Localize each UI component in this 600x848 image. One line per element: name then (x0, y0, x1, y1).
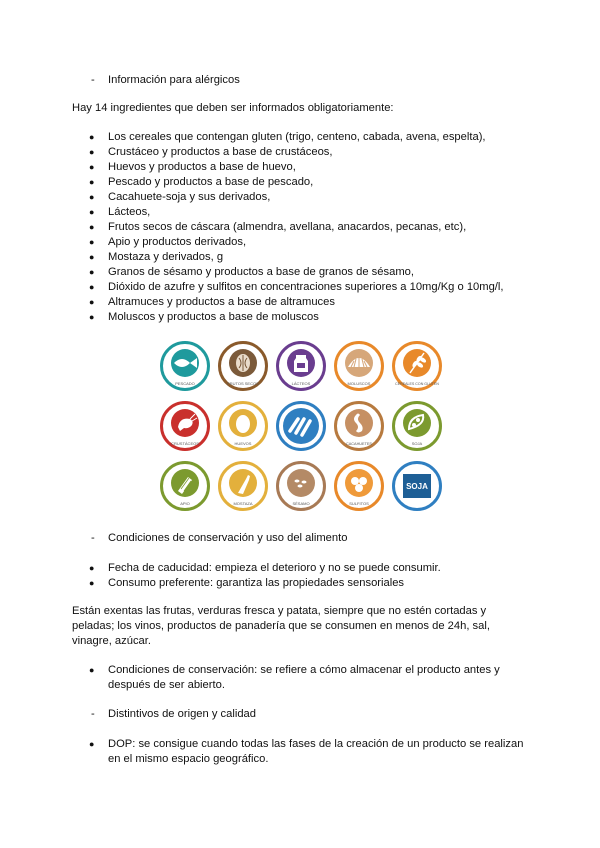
bullet: ● (89, 132, 95, 142)
bullet: ● (89, 147, 95, 157)
egg-icon (218, 401, 268, 451)
list-item: DOP: se consigue cuando todas las fases de la creación de un producto se realizan (108, 738, 524, 750)
dairy-icon (276, 341, 326, 391)
paragraph-line: vinagre, azúcar. (72, 635, 151, 647)
icon-label: CACAHUETES (346, 442, 372, 446)
paragraph-line: peladas; los vinos, productos de panadería que se consumen en menos de 24h, sal, (72, 620, 490, 632)
icon-label: APIO (180, 501, 190, 506)
bullet: ● (89, 312, 95, 322)
shellfish-icon (334, 341, 384, 391)
crustacean-icon (160, 401, 210, 451)
list-item: Mostaza y derivados, g (108, 251, 224, 263)
sulphites-icon (334, 461, 384, 511)
bullet: ● (89, 578, 95, 588)
icon-label: SULFITOS (349, 501, 369, 506)
section-marker: - (91, 708, 95, 720)
list-item: Moluscos y productos a base de moluscos (108, 311, 319, 323)
bullet: ● (89, 739, 95, 749)
bullet: ● (89, 563, 95, 573)
icon-label: SÉSAMO (292, 501, 310, 506)
list-item: Condiciones de conservación: se refiere a cómo almacenar el producto antes y (108, 664, 500, 676)
section-title-allergens: Información para alérgicos (108, 74, 240, 86)
intro-text: Hay 14 ingredientes que deben ser informados obligatoriamente: (72, 102, 394, 114)
allergen-icon-grid (155, 337, 445, 517)
bullet: ● (89, 162, 95, 172)
nuts-icon (218, 341, 268, 391)
bullet: ● (89, 665, 95, 675)
bullet: ● (89, 267, 95, 277)
list-item: Pescado y productos a base de pescado, (108, 176, 314, 188)
icon-label: CRUSTÁCEOS (171, 441, 199, 446)
list-item: Lácteos, (108, 206, 151, 218)
bullet: ● (89, 177, 95, 187)
bullet: ● (89, 222, 95, 232)
list-item: Cacahuete-soja y sus derivados, (108, 191, 271, 203)
peanut-icon (334, 401, 384, 451)
bullet: ● (89, 192, 95, 202)
section-marker: - (91, 532, 95, 544)
icon-label: LÁCTEOS (291, 381, 311, 386)
list-item: Fecha de caducidad: empieza el deterioro y no se puede consumir. (108, 562, 441, 574)
list-item: Dióxido de azufre y sulfitos en concentraciones superiores a 10mg/Kg o 10mg/l, (108, 281, 504, 293)
bullet: ● (89, 297, 95, 307)
icon-label: FRUTOS SECOS (227, 381, 259, 386)
icon-label: MOLUSCOS (347, 381, 371, 386)
bullet: ● (89, 252, 95, 262)
list-item: Frutos secos de cáscara (almendra, avellana, anacardos, pecanas, etc), (108, 221, 467, 233)
icon-label: HUEVOS (234, 441, 252, 446)
icon-label: SOJA (411, 441, 423, 446)
list-item: Consumo preferente: garantiza las propiedades sensoriales (108, 577, 405, 589)
bullet: ● (89, 282, 95, 292)
celery-icon (160, 461, 210, 511)
list-item: Huevos y productos a base de huevo, (108, 161, 296, 173)
paragraph-line: Están exentas las frutas, verduras fresca y patata, siempre que no estén cortadas y (72, 605, 487, 617)
soy-label-icon (392, 461, 442, 511)
list-item: Apio y productos derivados, (108, 236, 247, 248)
list-item: Los cereales que contengan gluten (trigo, centeno, cabada, avena, espelta), (108, 131, 486, 143)
list-item-continuation: en el mismo espacio geográfico. (108, 753, 269, 765)
list-item: Altramuces y productos a base de altramuces (108, 296, 335, 308)
icon-label: CEREALES CON GLUTEN (395, 382, 439, 386)
icon-label: MOSTAZA (233, 501, 253, 506)
list-item: Crustáceo y productos a base de crustáceos, (108, 146, 333, 158)
soy-bean-icon (392, 401, 442, 451)
mustard-icon (218, 461, 268, 511)
section-title-conservation: Condiciones de conservación y uso del alimento (108, 532, 348, 544)
sesame-icon (276, 461, 326, 511)
list-item: Granos de sésamo y productos a base de granos de sésamo, (108, 266, 414, 278)
lupin-icon (276, 401, 326, 451)
icon-label: SOJA (406, 482, 428, 491)
section-marker: - (91, 74, 95, 86)
list-item-continuation: después de ser abierto. (108, 679, 225, 691)
section-title-origin: Distintivos de origen y calidad (108, 708, 256, 720)
fish-icon (160, 341, 210, 391)
icon-label: PESCADO (175, 381, 195, 386)
bullet: ● (89, 237, 95, 247)
bullet: ● (89, 207, 95, 217)
gluten-icon (392, 341, 442, 391)
